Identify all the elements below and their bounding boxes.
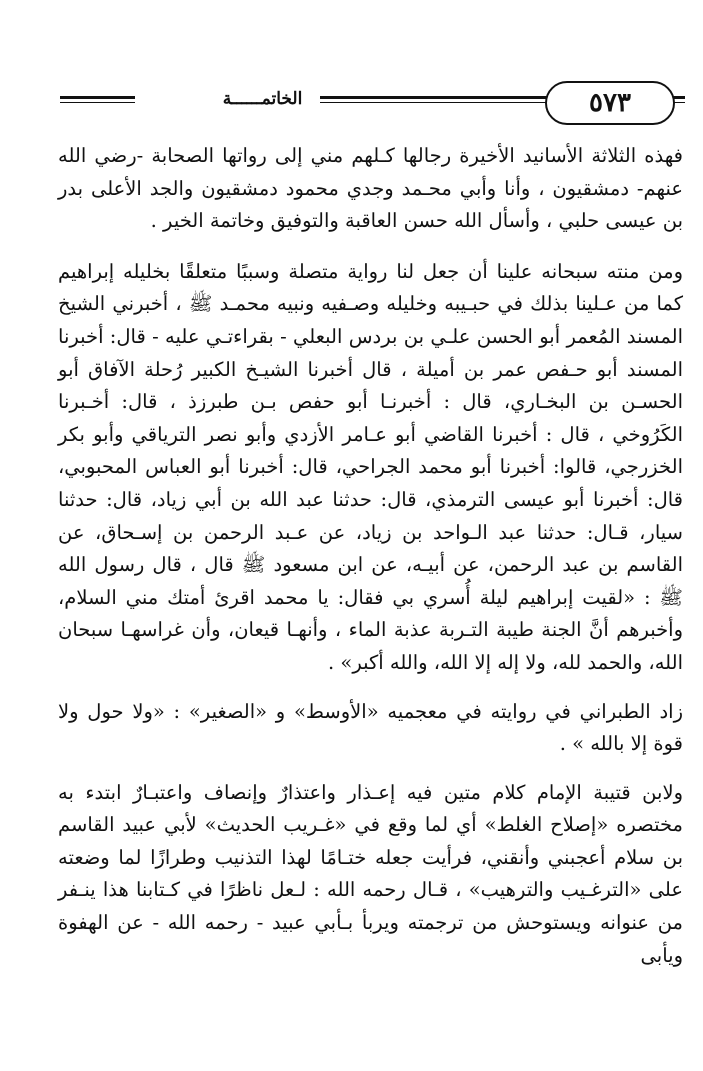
header-rule-left [60,96,135,99]
page-body [58,140,683,972]
paragraph-tabarani-addition: زاد الطبراني في روايته في معجميه «الأوسط» و «الصغير» : «ولا حول ولا قوة إلا بالله » . [58,699,683,756]
paragraph-chain-summary: فهذه الثلاثة الأسانيد الأخيرة رجالها كـلهم مني إلى رواتها الصحابة -رضي الله عنهم- دمشقيون ، وأنا وأبي محـمد وجدي محمود دمشقيون والجد الأعلى بدر بن عيسى حلبي ، وأسأل الله حسن العاقبة والتوفيق وخاتمة الخير . [58,144,683,233]
header-rule-left-thin [60,102,135,103]
page-header [55,78,685,128]
page-number: ٥٧٣ [545,81,675,125]
paragraph-ibn-qutaybah: ولابن قتيبة الإمام كلام متين فيه إعـذار واعتذارٌ وإنصاف واعتبـارٌ ابتدء به مختصره «إصلاح الغلط» أي لما وقع في «غـريب الحديث» لأبي عبيد القاسم بن سلام أعجبني وأنقني، فرأيت جعله ختـامًا لهذا التذنيب وطرازًا لما وضعته على «الترغـيب والترهيب» ، قـال رحمه الله : لـعل ناظرًا في كـتابنا هذا ينـفر من عنوانه ويستوحش من ترجمته ويربأ بـأبي عبيد - رحمه الله - عن الهفوة ويأبى [58,780,683,967]
section-title: الخاتمــــــة [205,84,320,114]
paragraph-hadith-chain: ومن منته سبحانه علينا أن جعل لنا رواية متصلة وسببًا متعلقًا بخليله إبراهيم كما من عـلينا بذلك في حبـيبه وخليله وصـفيه ونبيه محمـد ﷺ ، أخبرني الشيخ المسند المُعمر أبو الحسن علـي بن بردس البعلي - بقراءتـي عليه - قال: أخبرنا المسند أبو حـفص عمر بن أميلة ، قال أخبرنا الشيـخ الكبير رُحلة الآفاق أبو الحسـن بن البخـاري، قال : أخبرنـا أبو حفص بـن طبرزذ ، قال: أخـبرنا الكَرُوخي ، قال : أخبرنا القاضي أبو عـامر الأزدي وأبو نصر الترياقي وأبو بكر الخزرجي، قالوا: أخبرنا أبو محمد الجراحي، قال: أخبرنا أبو العباس المحبوبي، قال: أخبرنا أبو عيسى الترمذي، قال: حدثنا عبد الله بن أبي زياد، قال: حدثنا سيار، قـال: حدثنا عبد الـواحد بن زياد، عن عـبد الرحمن بن إسـحاق، عن القاسم بن عبد الرحمن، عن أبيـه، عن ابن مسعود ﷺ قال ، قال رسول الله ﷺ : «لقيت إبراهيم ليلة أُسري بي فقال: يا محمد اقرئ أمتك مني السلام، وأخبرهم أنَّ الجنة طيبة التـربة عذبة الماء ، وأنهـا قيعان، وأن غراسهـا سبحان الله، والحمد لله، ولا إله إلا الله، والله أكبر» . [58,259,683,674]
